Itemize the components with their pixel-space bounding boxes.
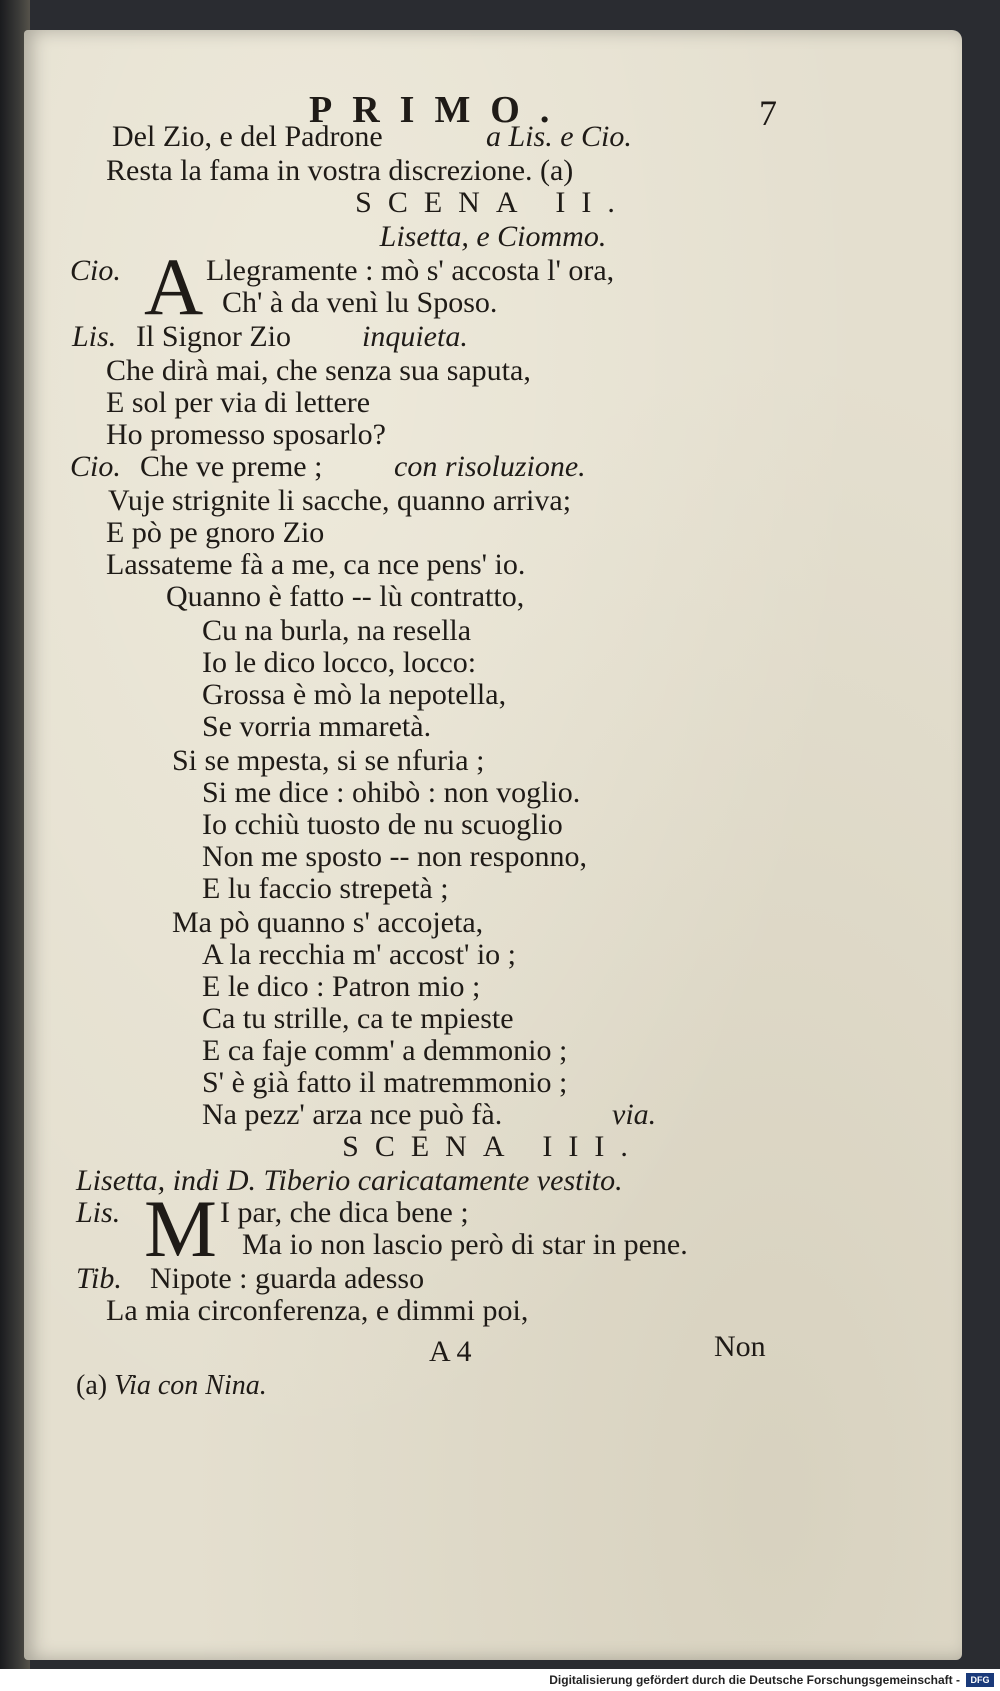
verse-line: E ca faje comm' a demmonio ;: [202, 1034, 568, 1067]
verse-line: Na pezz' arza nce può fà.: [202, 1098, 503, 1131]
running-head: PRIMO.: [309, 89, 570, 131]
text-line: Nipote : guarda adesso: [150, 1262, 425, 1295]
verse-line: Si se mpesta, si se nfuria ;: [172, 744, 485, 777]
book-page: [24, 30, 962, 1660]
verse-line: E le dico : Patron mio ;: [202, 970, 481, 1003]
verse-line: Cu na burla, na resella: [202, 614, 472, 647]
footnote-text: Via con Nina.: [114, 1370, 267, 1401]
speaker-label: Lis.: [72, 320, 117, 353]
credit-text: Digitalisierung gefördert durch die Deutsche Forschungsgemeinschaft -: [549, 1673, 960, 1687]
scene-heading: SCENA III.: [342, 1130, 644, 1163]
text-line: E pò pe gnoro Zio: [106, 516, 325, 549]
drop-cap: A: [144, 241, 204, 332]
verse-line: E lu faccio strepetà ;: [202, 872, 449, 905]
speaker-label: Tib.: [76, 1262, 122, 1295]
page-number: 7: [759, 93, 777, 133]
verse-line: A la recchia m' accost' io ;: [202, 938, 517, 971]
text-line: Ho promesso sposarlo?: [106, 418, 386, 451]
text-line: Del Zio, e del Padrone: [112, 120, 383, 153]
text-line: La mia circonferenza, e dimmi poi,: [106, 1294, 529, 1327]
text-line: Ma io non lascio però di star in pene.: [242, 1228, 688, 1261]
verse-line: S' è già fatto il matremmonio ;: [202, 1066, 568, 1099]
verse-line: Io le dico locco, locco:: [202, 646, 477, 679]
footnote-marker: (a): [76, 1370, 108, 1401]
text-line: Resta la fama in vostra discrezione. (a): [106, 154, 574, 187]
speaker-label: Cio.: [70, 450, 121, 483]
verse-line: Ca tu strille, ca te mpieste: [202, 1002, 514, 1035]
character-list: Lisetta, e Ciommo.: [379, 220, 607, 253]
scene-heading: SCENA II.: [355, 186, 631, 219]
stage-direction: a Lis. e Cio.: [486, 120, 632, 153]
verse-line: Non me sposto -- non responno,: [202, 840, 587, 873]
text-line: Che ve preme ;: [140, 450, 323, 483]
text-line: Llegramente : mò s' accosta l' ora,: [206, 254, 615, 287]
text-line: Vuje strignite li sacche, quanno arriva;: [108, 484, 572, 517]
text-line: Lassateme fà a me, ca nce pens' io.: [106, 548, 526, 581]
stage-direction: via.: [612, 1098, 657, 1131]
drop-cap: M: [144, 1183, 217, 1274]
speaker-label: Cio.: [70, 254, 121, 287]
text-line: Che dirà mai, che senza sua saputa,: [106, 354, 531, 387]
signature-mark: A 4: [429, 1335, 472, 1368]
verse-line: Ma pò quanno s' accojeta,: [172, 906, 484, 939]
verse-line: Se vorria mmaretà.: [202, 710, 432, 743]
footnote: [76, 1370, 267, 1402]
verse-line: Si me dice : ohibò : non voglio.: [202, 776, 581, 809]
dfg-logo: DFG: [966, 1673, 994, 1687]
credit-bar: [0, 1669, 1000, 1691]
text-line: Il Signor Zio: [136, 320, 291, 353]
catchword: Non: [714, 1330, 766, 1363]
text-line: Ch' à da venì lu Sposo.: [222, 286, 498, 319]
character-list: Lisetta, indi D. Tiberio caricatamente vestito.: [76, 1164, 623, 1197]
verse-line: Grossa è mò la nepotella,: [202, 678, 507, 711]
verse-line: Io cchiù tuosto de nu scuoglio: [202, 808, 563, 841]
stage-direction: inquieta.: [362, 320, 468, 353]
speaker-label: Lis.: [76, 1196, 121, 1229]
verse-line: Quanno è fatto -- lù contratto,: [166, 580, 525, 613]
stage-direction: con risoluzione.: [394, 450, 586, 483]
text-line: E sol per via di lettere: [106, 386, 371, 419]
text-line: I par, che dica bene ;: [220, 1196, 469, 1229]
